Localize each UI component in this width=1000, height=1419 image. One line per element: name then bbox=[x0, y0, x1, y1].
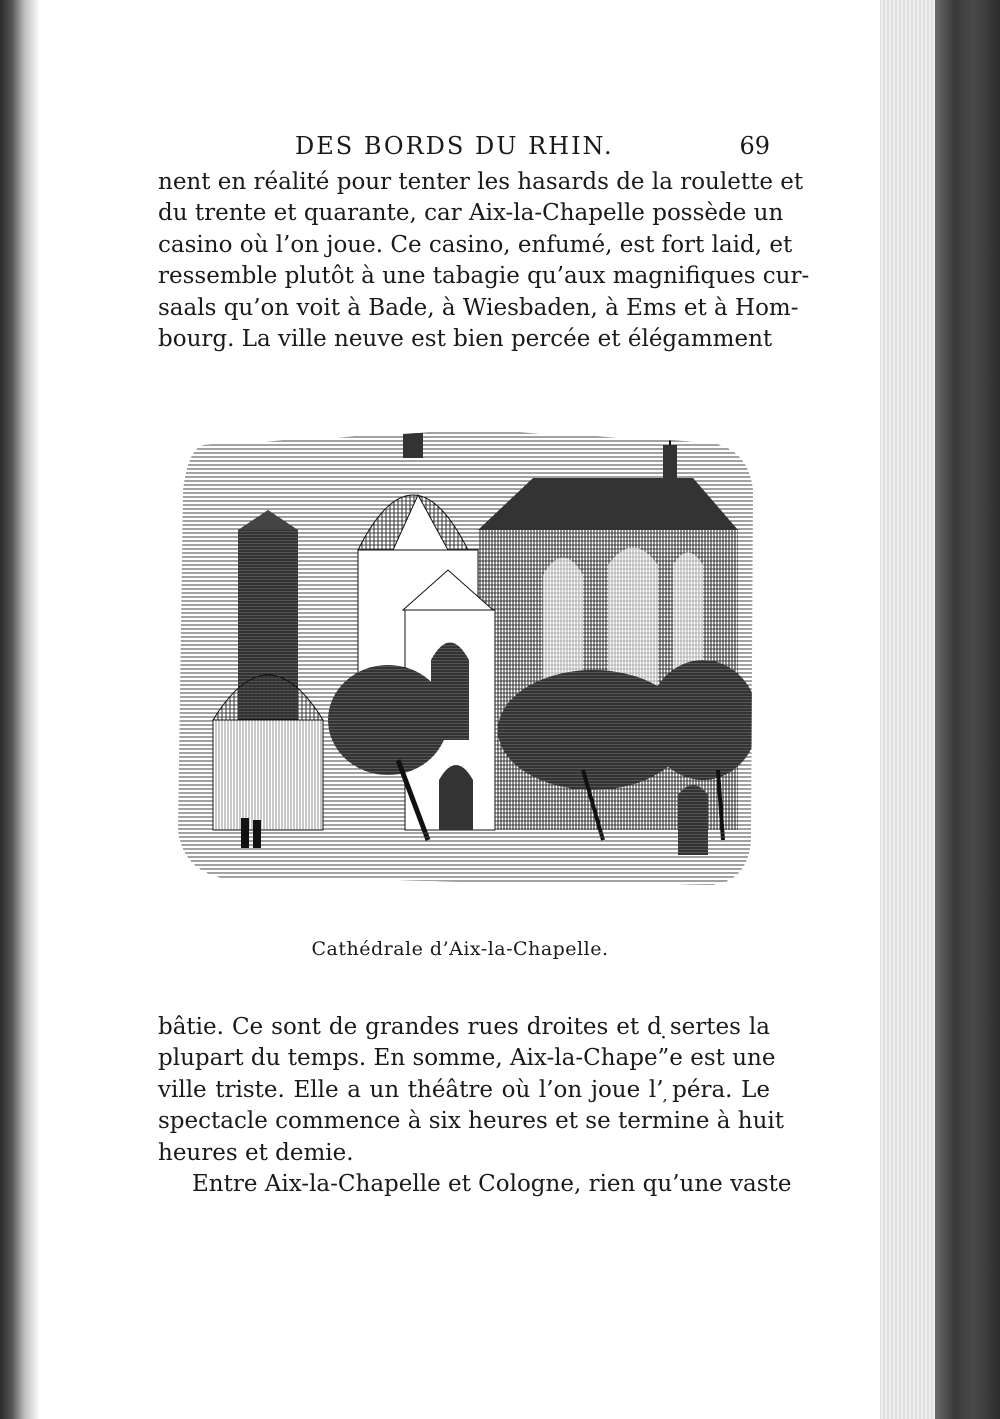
text-line: spectacle commence à six heures et se termine à huit bbox=[158, 1108, 785, 1135]
text-line: plupart du temps. En somme, Aix-la-Chape”e est une bbox=[158, 1045, 776, 1072]
paragraph-bottom bbox=[158, 1012, 792, 1200]
cathedral-engraving bbox=[173, 400, 758, 905]
text-line: bourg. La ville neuve est bien percée et élégamment bbox=[158, 325, 773, 352]
text-line: ressemble plutôt à une tabagie qu’aux magnifiques cur- bbox=[158, 263, 810, 290]
text-line: bâtie. Ce sont de grandes rues droites et d ̣sertes la bbox=[158, 1014, 770, 1040]
text-line: Entre Aix-la-Chapelle et Cologne, rien qu’une vaste bbox=[192, 1170, 792, 1197]
book-cover bbox=[935, 0, 1000, 1419]
page-number: 69 bbox=[739, 132, 770, 160]
text-line: heures et demie. bbox=[158, 1139, 354, 1166]
book-page bbox=[40, 0, 880, 1419]
running-title: DES BORDS DU RHIN. bbox=[295, 132, 614, 160]
text-line: du trente et quarante, car Aix-la-Chapelle possède un bbox=[158, 200, 784, 227]
text-line: ville triste. Elle a un théâtre où l’on joue l’ ̦péra. Le bbox=[158, 1076, 770, 1103]
text-line: casino où l’on joue. Ce casino, enfumé, est fort laid, et bbox=[158, 231, 793, 258]
text-line: nent en réalité pour tenter les hasards de la roulette et bbox=[158, 169, 804, 195]
text-line: saals qu’on voit à Bade, à Wiesbaden, à Ems et à Hom- bbox=[158, 294, 799, 321]
gutter-shadow bbox=[0, 0, 40, 1419]
page-header bbox=[295, 132, 770, 162]
figure-caption: Cathédrale d’Aix-la-Chapelle. bbox=[311, 938, 609, 960]
paragraph-top bbox=[158, 167, 810, 355]
